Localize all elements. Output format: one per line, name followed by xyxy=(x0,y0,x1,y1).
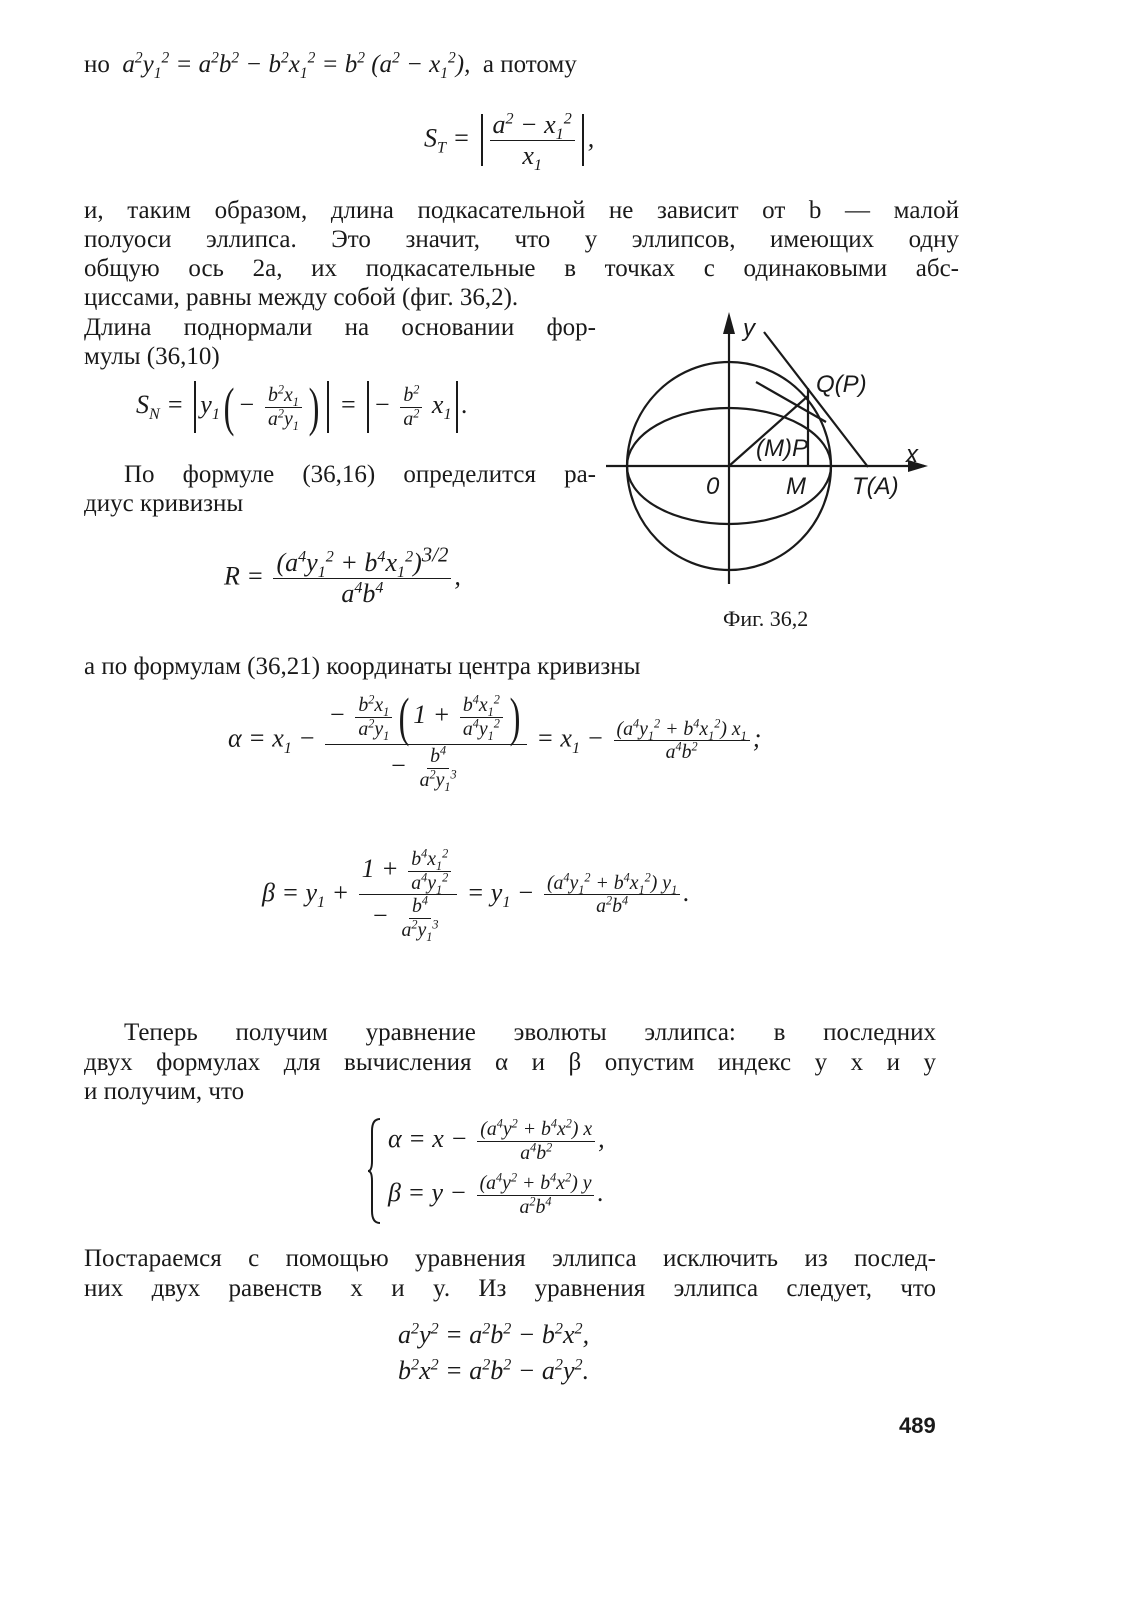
formula-subtangent: $S_T$ = $\frac{a^2 - x_1^2}{x_1}$ , xyxy=(424,110,595,175)
formula-alpha: $\alpha = x_1$ − − $\frac{b^2x_1}{a^2y_1}$ ( 1 + $\frac{b^4x_1^2}{a^4y_1^2}$ ) − $\frac{b^4}{a^2y_1^3}$ = $x_1$ − $\frac{(a^4y_1^2 + b^4x_1^2) x_1}{a^4b^2}$ ; xyxy=(228,687,762,794)
text-line-14: Постараемся с помощью уравнения эллипса исключить из послед- xyxy=(84,1245,936,1272)
formula-evolute-beta: β = y − $\frac{(a^4y^2 + b^4x^2) y}{a^2b^4}$ . xyxy=(388,1170,604,1218)
text-line-9: диус кривизны xyxy=(84,490,244,517)
text-line-13: и получим, что xyxy=(84,1078,245,1105)
label-q: Q(P) xyxy=(816,371,867,398)
label-origin: 0 xyxy=(706,473,720,500)
label-x: x xyxy=(906,441,918,468)
formula-ellipse-2: $b^2x^2 = a^2b^2 - a^2y^2$. xyxy=(398,1356,590,1385)
page-number: 489 xyxy=(899,1413,936,1438)
figure-caption: Фиг. 36,2 xyxy=(723,606,809,631)
formula-ellipse-1: $a^2y^2 = a^2b^2 - b^2x^2$, xyxy=(398,1320,590,1349)
formula-curvature-radius: R = $\frac{(a^4y_1^2 + b^4x_1^2)^{3/2}}{a^4b^4}$ , xyxy=(224,543,461,608)
text-therefore: а потому xyxy=(482,51,577,78)
text-line-7: мулы (36,10) xyxy=(84,343,220,370)
formula-beta: $\beta = y_1$ + 1 + $\frac{b^4x_1^2}{a^4y_1^2}$ − $\frac{b^4}{a^2y_1^3}$ = $y_1$ − $\frac{(a^4y_1^2 + b^4x_1^2) y_1}{a^2b^4}$ . xyxy=(262,846,690,945)
label-mp: (M)P xyxy=(756,435,808,462)
system-brace xyxy=(368,1117,382,1225)
formula-evolute-alpha: α = x − $\frac{(a^4y^2 + b^4x^2) x}{a^4b^2}$ , xyxy=(388,1116,605,1164)
text-line-15: них двух равенств x и y. Из уравнения эллипса следует, что xyxy=(84,1275,936,1302)
text-line-12: двух формулах для вычисления α и β опустим индекс у x и y xyxy=(84,1049,936,1076)
text-line-1 xyxy=(84,50,959,80)
label-m: M xyxy=(786,473,806,500)
text-but: но xyxy=(84,51,110,78)
y-axis-arrow xyxy=(723,312,735,334)
text-line-6: Длина поднормали на основании фор- xyxy=(84,314,596,341)
text-line-4: общую ось 2a, их подкасательные в точках с одинаковыми абс- xyxy=(84,255,959,282)
text-line-11: Теперь получим уравнение эволюты эллипса: в последних xyxy=(124,1019,936,1046)
text-line-8: По формуле (36,16) определится ра- xyxy=(124,461,596,488)
text-line-10: а по формулам (36,21) координаты центра кривизны xyxy=(84,653,641,680)
label-y: y xyxy=(743,315,755,342)
ellipse-figure xyxy=(606,302,946,602)
text-line-2: и, таким образом, длина подкасательной не зависит от b — малой xyxy=(84,197,959,224)
text-line-5: циссами, равны между собой (фиг. 36,2). xyxy=(84,284,519,311)
formula-subnormal: $S_N = y_1$( − $\frac{b^2x_1}{a^2y_1}$ ) = − $\frac{b^2}{a^2}$ $x_1$ . xyxy=(136,377,469,437)
equation-a2y1: $a^2y_1^2 = a^2b^2 - b^2x_1^2 = b^2$ $(a^2 - x_1^2)$, xyxy=(116,49,477,82)
label-t: T(A) xyxy=(852,473,899,500)
text-line-3: полуоси эллипса. Это значит, что у эллипсов, имеющих одну xyxy=(84,226,959,253)
